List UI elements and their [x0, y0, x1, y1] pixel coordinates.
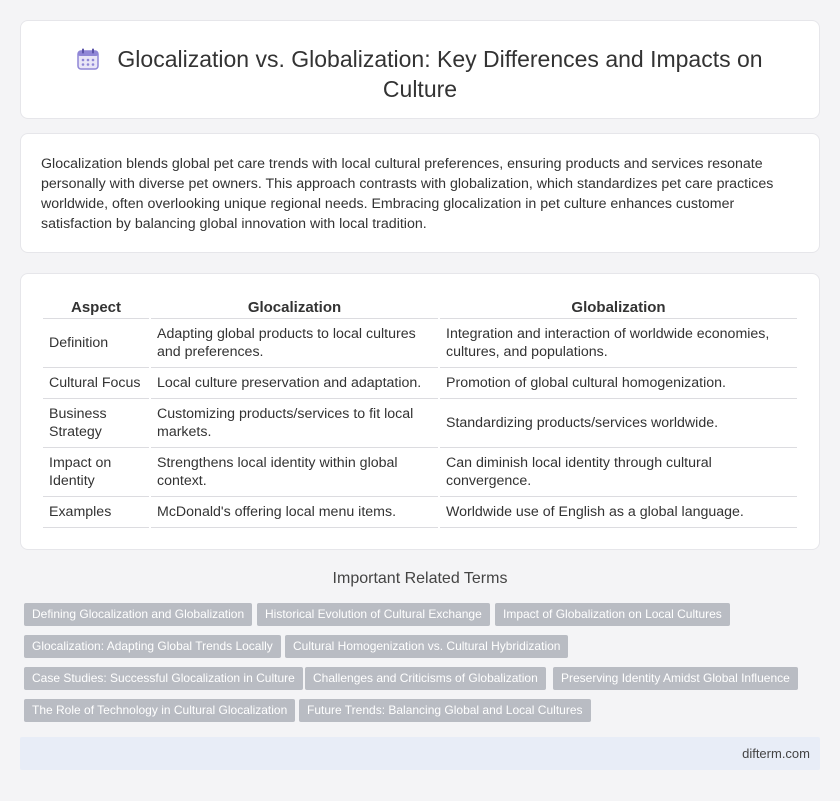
table-cell-aspect: Examples	[43, 497, 149, 528]
table-row	[43, 368, 797, 399]
comparison-card	[20, 273, 820, 550]
page-title-text: Glocalization vs. Globalization: Key Differences and Impacts on Culture	[117, 46, 763, 102]
table-cell-aspect: Business Strategy	[43, 399, 149, 448]
header-card	[20, 20, 820, 119]
table-cell-glocalization: McDonald's offering local menu items.	[151, 497, 438, 528]
table-row	[43, 399, 797, 448]
table-cell-globalization: Standardizing products/services worldwide.	[440, 399, 797, 448]
related-term-tag[interactable]: Cultural Homogenization vs. Cultural Hybridization	[285, 635, 568, 658]
table-cell-aspect: Definition	[43, 319, 149, 368]
table-cell-aspect: Cultural Focus	[43, 368, 149, 399]
table-row	[43, 497, 797, 528]
related-terms-heading: Important Related Terms	[332, 570, 508, 587]
related-term-tag[interactable]: Historical Evolution of Cultural Exchange	[257, 603, 490, 626]
table-cell-globalization: Promotion of global cultural homogenization.	[440, 368, 797, 399]
related-term-tag[interactable]: Case Studies: Successful Glocalization in Culture	[24, 667, 303, 690]
related-term-tag[interactable]: Challenges and Criticisms of Globalization	[305, 667, 546, 690]
related-term-tag[interactable]: Future Trends: Balancing Global and Local Cultures	[299, 699, 591, 722]
column-header-glocalization: Glocalization	[151, 296, 438, 319]
related-term-tag[interactable]: Preserving Identity Amidst Global Influence	[553, 667, 798, 690]
comparison-table	[41, 296, 799, 528]
column-header-globalization: Globalization	[440, 296, 797, 319]
table-cell-aspect: Impact on Identity	[43, 448, 149, 497]
intro-paragraph: Glocalization blends global pet care trends with local cultural preferences, ensuring products and services resonate personally with diverse pet owners. This approach contrasts with globalization, which standardizes pet care practices worldwide, often overlooking unique regional needs. Embracing glocalization in pet culture enhances customer satisfaction by balancing global innovation with local tradition.	[41, 156, 774, 232]
table-cell-glocalization: Local culture preservation and adaptation.	[151, 368, 438, 399]
footer-site-link[interactable]: difterm.com	[742, 746, 810, 761]
table-cell-globalization: Worldwide use of English as a global language.	[440, 497, 797, 528]
related-term-tag[interactable]: Glocalization: Adapting Global Trends Locally	[24, 635, 281, 658]
table-cell-glocalization: Adapting global products to local cultures and preferences.	[151, 319, 438, 368]
page-title	[61, 44, 779, 104]
table-header-row	[43, 296, 797, 319]
table-cell-glocalization: Customizing products/services to fit local markets.	[151, 399, 438, 448]
table-cell-glocalization: Strengthens local identity within global context.	[151, 448, 438, 497]
table-cell-globalization: Can diminish local identity through cultural convergence.	[440, 448, 797, 497]
table-cell-globalization: Integration and interaction of worldwide economies, cultures, and populations.	[440, 319, 797, 368]
related-term-tag[interactable]: Defining Glocalization and Globalization	[24, 603, 252, 626]
column-header-aspect: Aspect	[43, 296, 149, 319]
table-row	[43, 319, 797, 368]
calendar-icon	[77, 48, 99, 70]
related-term-tag[interactable]: Impact of Globalization on Local Cultures	[495, 603, 730, 626]
table-row	[43, 448, 797, 497]
footer	[20, 737, 820, 770]
intro-card	[20, 133, 820, 253]
related-term-tag[interactable]: The Role of Technology in Cultural Glocalization	[24, 699, 295, 722]
